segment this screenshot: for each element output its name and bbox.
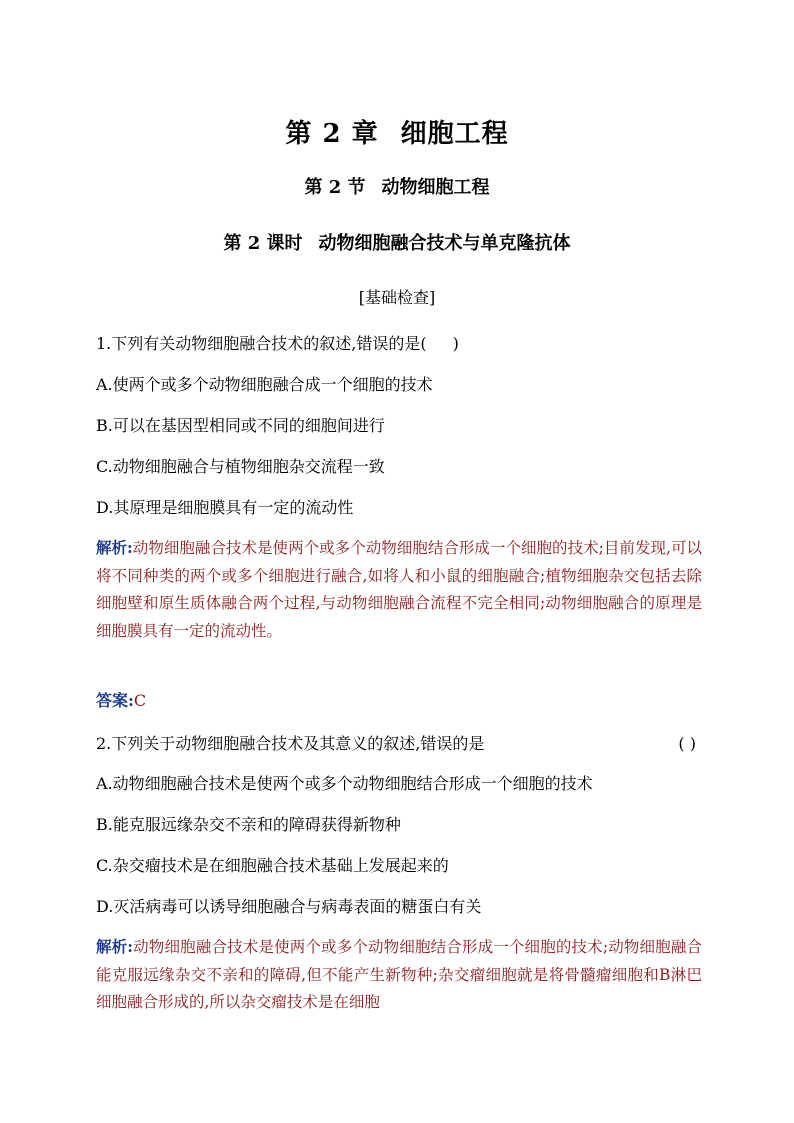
- question-2-stem-text: 2.下列关于动物细胞融合技术及其意义的叙述,错误的是: [96, 734, 485, 753]
- question-1-explanation: [96, 534, 702, 645]
- explanation-label: 解析:: [96, 538, 133, 557]
- answer-blank-paren: ( ): [678, 734, 696, 753]
- lesson-title: [0, 229, 794, 255]
- question-2-option-b: B.能克服远缘杂交不亲和的障碍获得新物种: [96, 815, 401, 834]
- question-2-option-d: D.灭活病毒可以诱导细胞融合与病毒表面的糖蛋白有关: [96, 897, 482, 916]
- answer-label: 答案:: [96, 691, 134, 710]
- explanation-label: 解析:: [96, 937, 134, 956]
- explanation-text: 动物细胞融合技术是使两个或多个动物细胞结合形成一个细胞的技术;目前发现,可以将不同种类的两个或多个细胞进行融合,如将人和小鼠的细胞融合;植物细胞杂交包括去除细胞壁和原生质体融合两个过程,与动物细胞融合流程不完全相同;动物细胞融合的原理是细胞膜具有一定的流动性。: [96, 539, 702, 640]
- question-2-option-a: A.动物细胞融合技术是使两个或多个动物细胞结合形成一个细胞的技术: [96, 774, 593, 793]
- answer-value: C: [133, 691, 147, 710]
- question-2-explanation: [96, 933, 702, 1017]
- question-1-option-c: C.动物细胞融合与植物细胞杂交流程一致: [96, 457, 385, 476]
- chapter-title: [0, 113, 794, 150]
- question-1-stem: [96, 333, 702, 355]
- chapter-number: 第 2 章: [285, 119, 379, 149]
- section-name: 动物细胞工程: [381, 177, 490, 198]
- question-1-answer: [96, 690, 146, 712]
- question-1-option-d: D.其原理是细胞膜具有一定的流动性: [96, 498, 354, 517]
- explanation-text: 动物细胞融合技术是使两个或多个动物细胞结合形成一个细胞的技术;动物细胞融合能克服远缘杂交不亲和的障碍,但不能产生新物种;杂交瘤细胞就是将骨髓瘤细胞和B淋巴细胞融合形成的,所以杂交瘤技术是在细胞: [96, 938, 702, 1011]
- lesson-number: 第 2 课时: [223, 233, 303, 254]
- question-2-option-c: C.杂交瘤技术是在细胞融合技术基础上发展起来的: [96, 856, 449, 875]
- section-number: 第 2 节: [304, 177, 366, 198]
- question-1-option-a: A.使两个或多个动物细胞融合成一个细胞的技术: [96, 375, 433, 394]
- part-label: [基础检查]: [358, 288, 436, 307]
- section-title: [0, 173, 794, 199]
- lesson-name: 动物细胞融合技术与单克隆抗体: [318, 233, 571, 254]
- question-1-stem-text: 1.下列有关动物细胞融合技术的叙述,错误的是(: [96, 334, 427, 353]
- question-1-paren-close: ): [452, 334, 459, 353]
- chapter-name: 细胞工程: [400, 119, 509, 149]
- question-1-option-b: B.可以在基因型相同或不同的细胞间进行: [96, 416, 385, 435]
- question-2-stem: [96, 733, 702, 755]
